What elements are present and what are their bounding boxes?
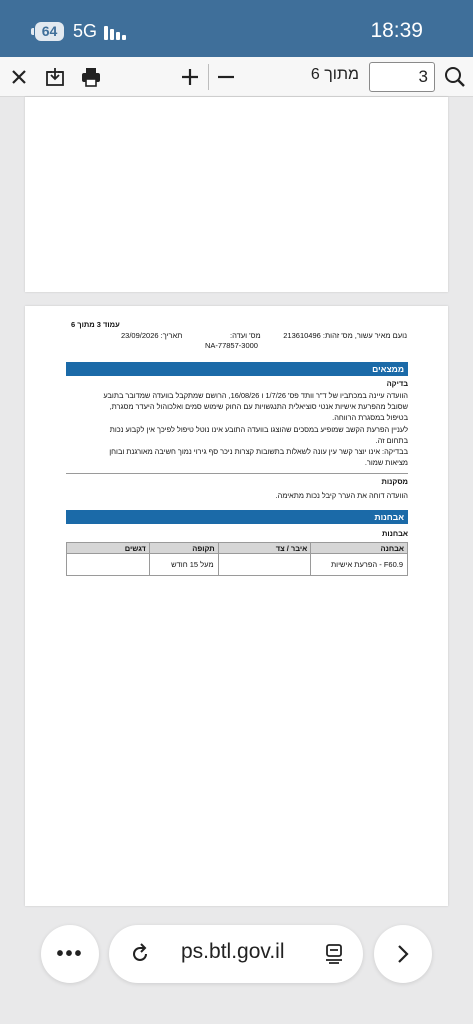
page-number-input[interactable]: [369, 62, 435, 92]
pdf-page-current: [25, 306, 448, 906]
findings-line: מציאות שמור.: [364, 458, 408, 468]
table-header-row: [67, 543, 408, 554]
toolbar-divider: [208, 64, 209, 90]
more-button[interactable]: [41, 925, 99, 983]
reload-icon[interactable]: [126, 939, 154, 969]
patient-info: נועם מאיר עשור, מס' זהות: 213610496: [283, 331, 407, 340]
diagnosis-cell: F60.9 - הפרעת אישיות: [311, 554, 408, 576]
committee-number: NA-77857-3000: [205, 341, 258, 350]
reader-icon[interactable]: [320, 939, 348, 969]
committee-number-label: מס' ועדה:: [230, 331, 261, 340]
page-count-label: מתוך 6: [310, 66, 359, 83]
notes-cell: [67, 554, 150, 576]
findings-line: בבדיקה: אינו יוצר קשר עין עונה לשאלות בתשובות קצרות ניכר סף גירוי נמוך חשיבה מאורגנת ובוחן: [109, 447, 408, 457]
forward-icon: [395, 943, 411, 965]
print-icon[interactable]: [78, 57, 104, 97]
diagnoses-subheader: אבחנות: [381, 529, 408, 538]
close-icon[interactable]: [6, 57, 32, 97]
findings-line: בתחום זה.: [375, 435, 408, 445]
url-text[interactable]: ps.btl.gov.il: [181, 940, 285, 963]
signal-icon: [104, 24, 128, 40]
document-date: תאריך: 23/09/2026: [121, 331, 183, 340]
findings-line: הוועדה עיינה במכתביו של ד"ר וותד פס' 1/7/26 ו 16/08/26, הרושם שמתקבל בוועדה שמדובר בתובע: [103, 391, 408, 400]
conclusions-text: הוועדה דוחה את הערר קיבל נכות מתאימה.: [275, 491, 408, 500]
column-header: תקופה: [149, 543, 218, 554]
pdf-page-previous: [25, 97, 448, 292]
findings-header: ממצאים: [66, 362, 408, 376]
findings-line: לעניין הפרעת הקשב שמופיע במסכים שהוצגו בוועדה התובע אינו נוטל טיפול לפיכך אין לקבוע נכות: [109, 424, 408, 434]
clock: 18:39: [370, 19, 423, 42]
section-divider: [66, 473, 408, 474]
findings-text: [66, 390, 408, 468]
diagnoses-header: אבחנות: [66, 510, 408, 524]
download-icon[interactable]: [42, 57, 68, 97]
period-cell: מעל 15 חודש: [149, 554, 218, 576]
search-icon[interactable]: [441, 57, 469, 97]
column-header: איבר / צד: [218, 543, 311, 554]
network-type: 5G: [73, 21, 98, 41]
status-bar: [0, 0, 473, 57]
column-header: דגשים: [67, 543, 150, 554]
findings-line: שסובל מהפרעת אישיות אנטי סוציאלית התנגשויות עם החוק שימוש סמים ואלכוהול היעדר מסגרת,: [109, 402, 408, 412]
forward-button[interactable]: [374, 925, 432, 983]
column-header: אבחנה: [311, 543, 408, 554]
organ-cell: [218, 554, 311, 576]
zoom-out-icon[interactable]: [214, 57, 238, 97]
page-label: עמוד 3 מתוך 6: [71, 320, 120, 329]
findings-subheader: בדיקה: [386, 379, 408, 388]
more-icon: •••: [56, 943, 84, 965]
diagnoses-table: [66, 542, 408, 576]
findings-line: בטיפול במסגרת הרווחה.: [332, 413, 408, 423]
zoom-in-icon[interactable]: [178, 57, 202, 97]
table-row: [67, 554, 408, 576]
conclusions-header: מסקנות: [381, 477, 408, 486]
battery-indicator: 64: [35, 22, 64, 41]
